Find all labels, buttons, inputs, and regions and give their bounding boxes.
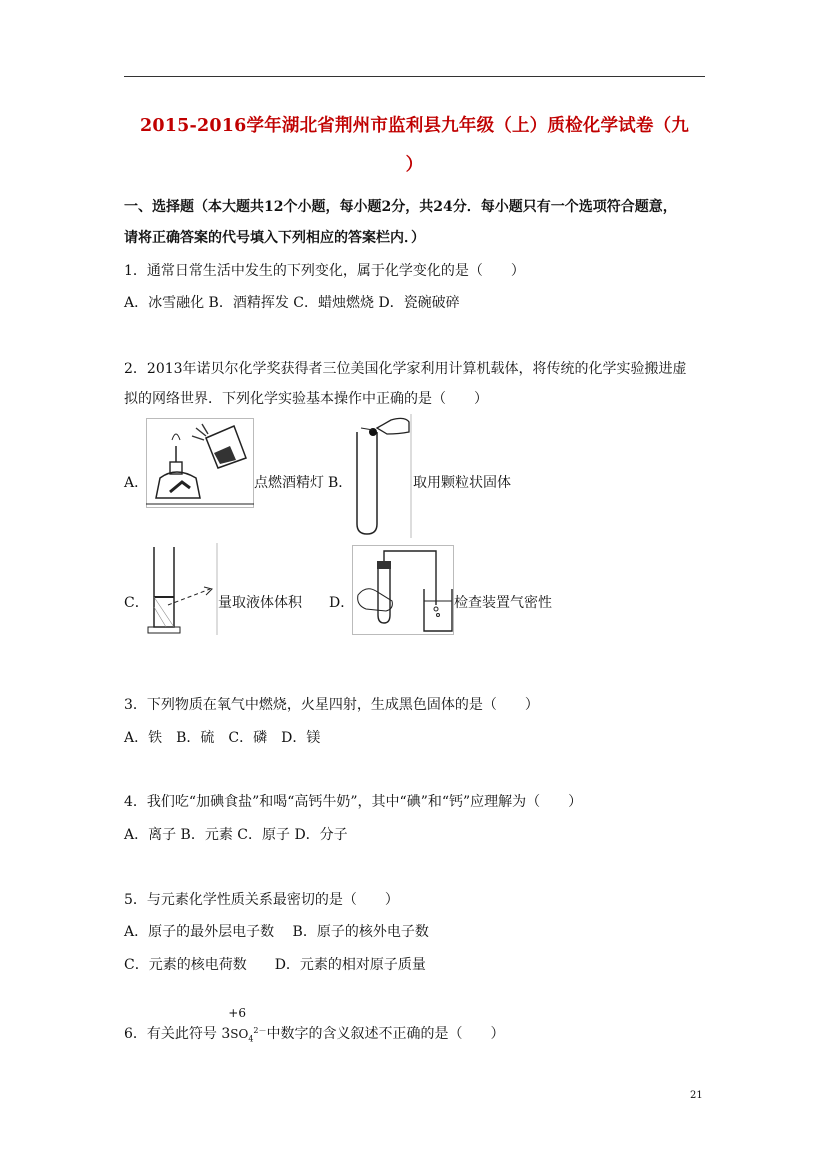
section-heading-continued: 请将正确答案的代号填入下列相应的答案栏内．） [124, 230, 425, 246]
q3-stem: 3．下列物质在氧气中燃烧，火星四射，生成黑色固体的是（ ） [124, 697, 539, 713]
q3-options: A．铁 B．硫 C．磷 D．镁 [124, 730, 321, 746]
exam-title-continued: ） [405, 155, 424, 175]
symbol-subscript: 4 [248, 1034, 254, 1044]
q2-stem: 2．2013年诺贝尔化学奖获得者三位美国化学家利用计算机载体，将传统的化学实验搬进虚 [124, 361, 687, 377]
q2-option-c-letter: C． [124, 595, 149, 611]
q2-option-b-text: 取用颗粒状固体 [413, 475, 511, 491]
q2-option-a-text: 点燃酒精灯 [254, 475, 324, 491]
graduated-cylinder-figure [144, 543, 218, 635]
exam-title: 2015-2016学年湖北省荆州市监利县九年级（上）质检化学试卷（九 [140, 116, 689, 136]
q6-suffix: 中数字的含义叙述不正确的是（ ） [266, 1026, 505, 1042]
q5-options-ab: A．原子的最外层电子数 B．原子的核外电子数 [124, 924, 429, 940]
symbol-text: SO [230, 1027, 249, 1041]
q4-stem: 4．我们吃“加碘食盐”和喝“高钙牛奶”，其中“碘”和“钙”应理解为（ ） [124, 794, 583, 810]
q2-option-d-letter: D． [329, 595, 355, 611]
valence-label: +6 [228, 1006, 246, 1020]
airtightness-check-figure [352, 545, 454, 635]
q2-option-d-text: 检查装置气密性 [454, 595, 552, 611]
section-heading: 一、选择题（本大题共12个小题，每小题2分，共24分．每小题只有一个选项符合题意， [124, 199, 677, 215]
sulfate-symbol [228, 1006, 267, 1044]
q6-stem [124, 1006, 505, 1044]
q1-stem: 1．通常日常生活中发生的下列变化，属于化学变化的是（ ） [124, 263, 525, 279]
q5-options-cd: C．元素的核电荷数 D．元素的相对原子质量 [124, 957, 426, 973]
q2-option-a-letter: A． [124, 475, 149, 491]
q2-stem-continued: 拟的网络世界．下列化学实验基本操作中正确的是（ ） [124, 391, 488, 407]
q2-option-b-letter: B． [328, 475, 353, 491]
header-rule [124, 76, 705, 77]
symbol-superscript: 2－ [253, 1026, 267, 1035]
alcohol-lamp-lighting-figure [146, 418, 254, 508]
test-tube-solid-figure [347, 414, 413, 538]
page-number: 21 [690, 1090, 703, 1101]
q5-stem: 5．与元素化学性质关系最密切的是（ ） [124, 892, 399, 908]
q2-option-c-text: 量取液体体积 [218, 595, 302, 611]
q1-options: A．冰雪融化 B．酒精挥发 C．蜡烛燃烧 D．瓷碗破碎 [124, 295, 460, 311]
q4-options: A．离子 B．元素 C．原子 D．分子 [124, 827, 348, 843]
q6-prefix: 6．有关此符号 3 [124, 1026, 231, 1042]
